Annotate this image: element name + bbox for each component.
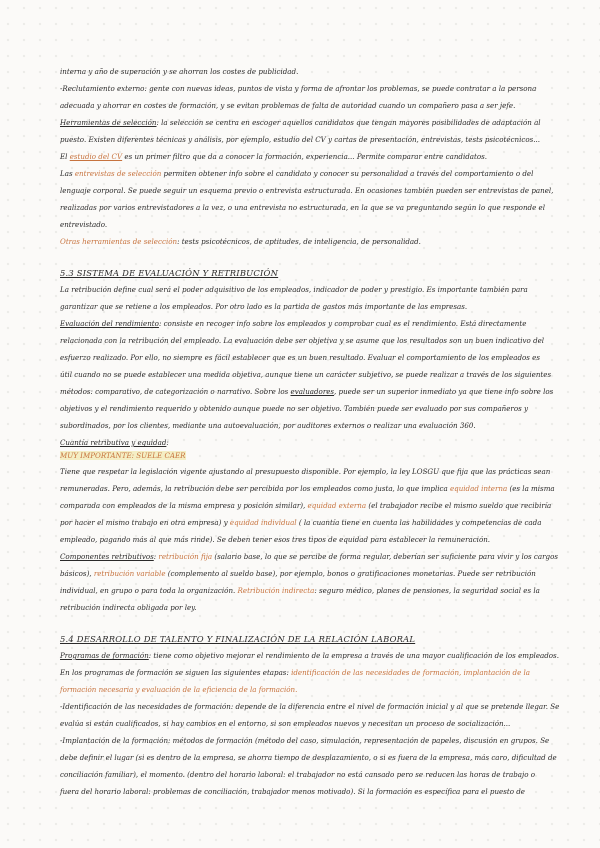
- text-span: básicos),: [60, 569, 94, 578]
- text-span: puesto. Existen diferentes técnicas y análisis, por ejemplo, estudio del CV y cartas de presentación, entrevistas, tests psicotécnicos...: [60, 135, 541, 144]
- section-heading: [60, 268, 542, 278]
- highlighted-text: 5.3 SISTEMA DE EVALUACIÓN Y RETRIBUCIÓN: [60, 268, 279, 278]
- text-line: [60, 668, 542, 678]
- text-span: -Identificación de las necesidades de formación: depende de la diferencia entre el nivel de formación inicial y al que se pretende llegar. Se: [60, 702, 560, 711]
- highlighted-text: MUY IMPORTANTE: SUELE CAER: [60, 451, 186, 460]
- highlighted-text: Retribución indirecta: [237, 586, 315, 595]
- text-line: [60, 370, 552, 380]
- text-line: [60, 719, 542, 729]
- highlighted-text: Otras herramientas de selección: [60, 237, 178, 246]
- text-line: [60, 501, 552, 511]
- highlighted-text: estudio del CV: [69, 152, 123, 161]
- text-line: [60, 552, 558, 562]
- text-span: (es la misma: [507, 484, 555, 493]
- text-line: [60, 302, 542, 312]
- text-line: [60, 237, 542, 247]
- text-line: [60, 753, 557, 763]
- highlighted-text: Evaluación del rendimiento: [60, 319, 159, 328]
- text-span: fuera del horario laboral: problemas de conciliación, trabajador menos motivado). Si la formación es específica para el puesto de: [60, 787, 525, 796]
- text-span: relacionada con la retribución del empleado. La evaluación debe ser objetiva y se asume que los resultados son un buen indicativo del: [60, 336, 545, 345]
- text-span: -Reclutamiento externo: gente con nuevas ideas, puntos de vista y forma de afrontar los problemas, se puede contratar a la persona: [60, 84, 537, 93]
- text-span: Tiene que respetar la legislación vigente ajustando al presupuesto disponible. Por ejemplo, la ley LOSGU que fija que las prácticas sean: [60, 467, 551, 476]
- text-line: [60, 353, 542, 363]
- text-span: útil cuando no se puede establecer una medida objetiva, aunque tiene un carácter subjetivo, se puede realizar a través de los siguientes: [60, 370, 552, 379]
- text-line: [60, 319, 542, 329]
- text-span: es un primer filtro que da a conocer la formación, experiencia... Permite comparar entre candidatos.: [122, 152, 487, 161]
- highlighted-text: equidad externa: [307, 501, 367, 510]
- text-span: subordinados, por los clientes, mediante una autoevaluación, por auditores externos o realizar una evaluación 360.: [60, 421, 476, 430]
- highlighted-text: Programas de formación: [60, 651, 149, 660]
- text-span: realizadas por varios entrevistadores a la vez, o una entrevista no estructurada, en la que se va preguntando según lo que responde el: [60, 203, 545, 212]
- text-span: adecuada y ahorrar en costes de formación, y se evitan problemas de falta de autoridad cuando un compañero pasa a ser jefe.: [60, 101, 516, 110]
- highlighted-text: entrevistas de selección: [74, 169, 162, 178]
- highlighted-text: Herramientas de selección: [60, 118, 157, 127]
- section-heading: [60, 634, 542, 644]
- text-line: [60, 770, 542, 780]
- text-span: objetivos y el rendimiento requerido y obtenido aunque puede no ser objetivo. También puede ser evaluado por sus compañeros y: [60, 404, 528, 413]
- text-line: [60, 438, 542, 448]
- text-line: [60, 736, 550, 746]
- text-line: [60, 336, 545, 346]
- text-line: [60, 220, 542, 230]
- text-span: esfuerzo realizado. Por ello, no siempre es fácil establecer que es un buen resultado. Evaluar el comportamiento de los empleados es: [60, 353, 540, 362]
- highlighted-text: 5.4 DESARROLLO DE TALENTO Y FINALIZACIÓN DE LA RELACIÓN LABORAL: [60, 634, 416, 644]
- text-span: comparada con empleados de la misma empresa y posición similar),: [60, 501, 308, 510]
- highlighted-text: Componentes retributivos: [60, 552, 154, 561]
- text-line: [60, 518, 542, 528]
- text-line: [60, 451, 542, 461]
- text-line: [60, 135, 542, 145]
- text-line: [60, 387, 554, 397]
- text-line: [60, 787, 542, 797]
- text-span: entrevistado.: [60, 220, 108, 229]
- text-line: [60, 535, 542, 545]
- text-span: Las: [60, 169, 75, 178]
- text-line: [60, 651, 559, 661]
- text-line: [60, 152, 542, 162]
- text-span: por hacer el mismo trabajo en otra empresa) y: [60, 518, 230, 527]
- text-span: permiten obtener info sobre el candidato y conocer su personalidad a través del comportamiento o del: [161, 169, 534, 178]
- text-line: [60, 586, 542, 596]
- text-span: : la selección se centra en escoger aquellos candidatos que tengan mayores posibilidades de adaptación al: [156, 118, 541, 127]
- text-line: [60, 484, 555, 494]
- highlighted-text: evaluadores: [290, 387, 335, 396]
- text-span: debe definir el lugar (si es dentro de la empresa, se ahorra tiempo de desplazamiento, o si es fuera de la empresa, más caro, dificultad de: [60, 753, 557, 762]
- text-span: : consiste en recoger info sobre los empleados y comprobar cual es el rendimiento. Está directamente: [158, 319, 527, 328]
- text-span: (el trabajador recibe el mismo sueldo que recibiría: [366, 501, 552, 510]
- text-span: métodos: comparativo, de categorización o narrativo. Sobre los: [60, 387, 291, 396]
- text-span: En los programas de formación se siguen las siguientes etapas:: [60, 668, 292, 677]
- text-line: [60, 421, 542, 431]
- text-span: lenguaje corporal. Se puede seguir un esquema previo o entrevista estructurada. En ocasiones también pueden ser entrevistas de panel,: [60, 186, 554, 195]
- text-line: [60, 569, 542, 579]
- text-span: : seguro médico, planes de pensiones, la seguridad social es la: [314, 586, 540, 595]
- text-span: : tests psicotécnicos, de aptitudes, de inteligencia, de personalidad.: [177, 237, 421, 246]
- text-line: [60, 685, 542, 695]
- highlighted-text: retribución fija: [158, 552, 213, 561]
- text-line: [60, 101, 542, 111]
- text-line: [60, 186, 554, 196]
- text-span: ( la cuantía tiene en cuenta las habilidades y competencias de cada: [296, 518, 542, 527]
- highlighted-text: formación necesaria y evaluación de la eficiencia de la formación.: [60, 685, 298, 694]
- text-line: [60, 702, 560, 712]
- text-span: : tiene como objetivo mejorar el rendimiento de la empresa a través de una mayor cualificación de los empleados.: [148, 651, 559, 660]
- highlighted-text: identificación de las necesidades de formación, implantación de la: [291, 668, 531, 677]
- text-line: [60, 67, 542, 77]
- text-span: :: [166, 438, 169, 447]
- text-span: evalúa si están cualificados, si hay cambios en el entorno, si son empleados nuevos y necesitan un proceso de socialización...: [60, 719, 511, 728]
- text-span: empleado, pagando más al que más rinde). Se deben tener esos tres tipos de equidad para establecer la remuneración.: [60, 535, 491, 544]
- text-span: remuneradas. Pero, además, la retribución debe ser percibida por los empleados como justa, lo que implica: [60, 484, 450, 493]
- text-span: -Implantación de la formación: métodos de formación (método del caso, simulación, representación de papeles, discusión en grupos. Se: [60, 736, 550, 745]
- text-span: retribución indirecta obligada por ley.: [60, 603, 197, 612]
- highlighted-text: equidad individual: [229, 518, 297, 527]
- text-line: [60, 203, 545, 213]
- text-line: [60, 285, 542, 295]
- highlighted-text: Cuantía retributiva y equidad: [60, 438, 167, 447]
- text-line: [60, 84, 542, 94]
- text-span: garantizar que se retiene a los empleados. Por otro lado es la partida de gastos más importante de las empresas.: [60, 302, 468, 311]
- text-span: (complemento al sueldo base), por ejemplo, bonos o gratificaciones monetarias. Puede ser retribución: [165, 569, 536, 578]
- text-span: conciliación familiar), el momento. (dentro del horario laboral: el trabajador no está cansado pero se reducen las horas de trabajo o: [60, 770, 536, 779]
- highlighted-text: retribución variable: [93, 569, 166, 578]
- text-line: [60, 169, 542, 179]
- text-span: La retribución define cual será el poder adquisitivo de los empleados, indicador de poder y prestigio. Es importante también para: [60, 285, 528, 294]
- text-span: individual, en grupo o para toda la organización.: [60, 586, 238, 595]
- text-span: :: [153, 552, 159, 561]
- text-span: , puede ser un superior inmediato ya que tiene info sobre los: [334, 387, 554, 396]
- highlighted-text: equidad interna: [449, 484, 508, 493]
- text-span: interna y año de superación y se ahorran los costes de publicidad.: [60, 67, 299, 76]
- text-span: (salario base, lo que se percibe de forma regular, deberían ser suficiente para vivir y los cargos: [212, 552, 558, 561]
- text-span: El: [60, 152, 70, 161]
- text-line: [60, 467, 551, 477]
- text-line: [60, 404, 542, 414]
- text-line: [60, 118, 542, 128]
- text-line: [60, 603, 542, 613]
